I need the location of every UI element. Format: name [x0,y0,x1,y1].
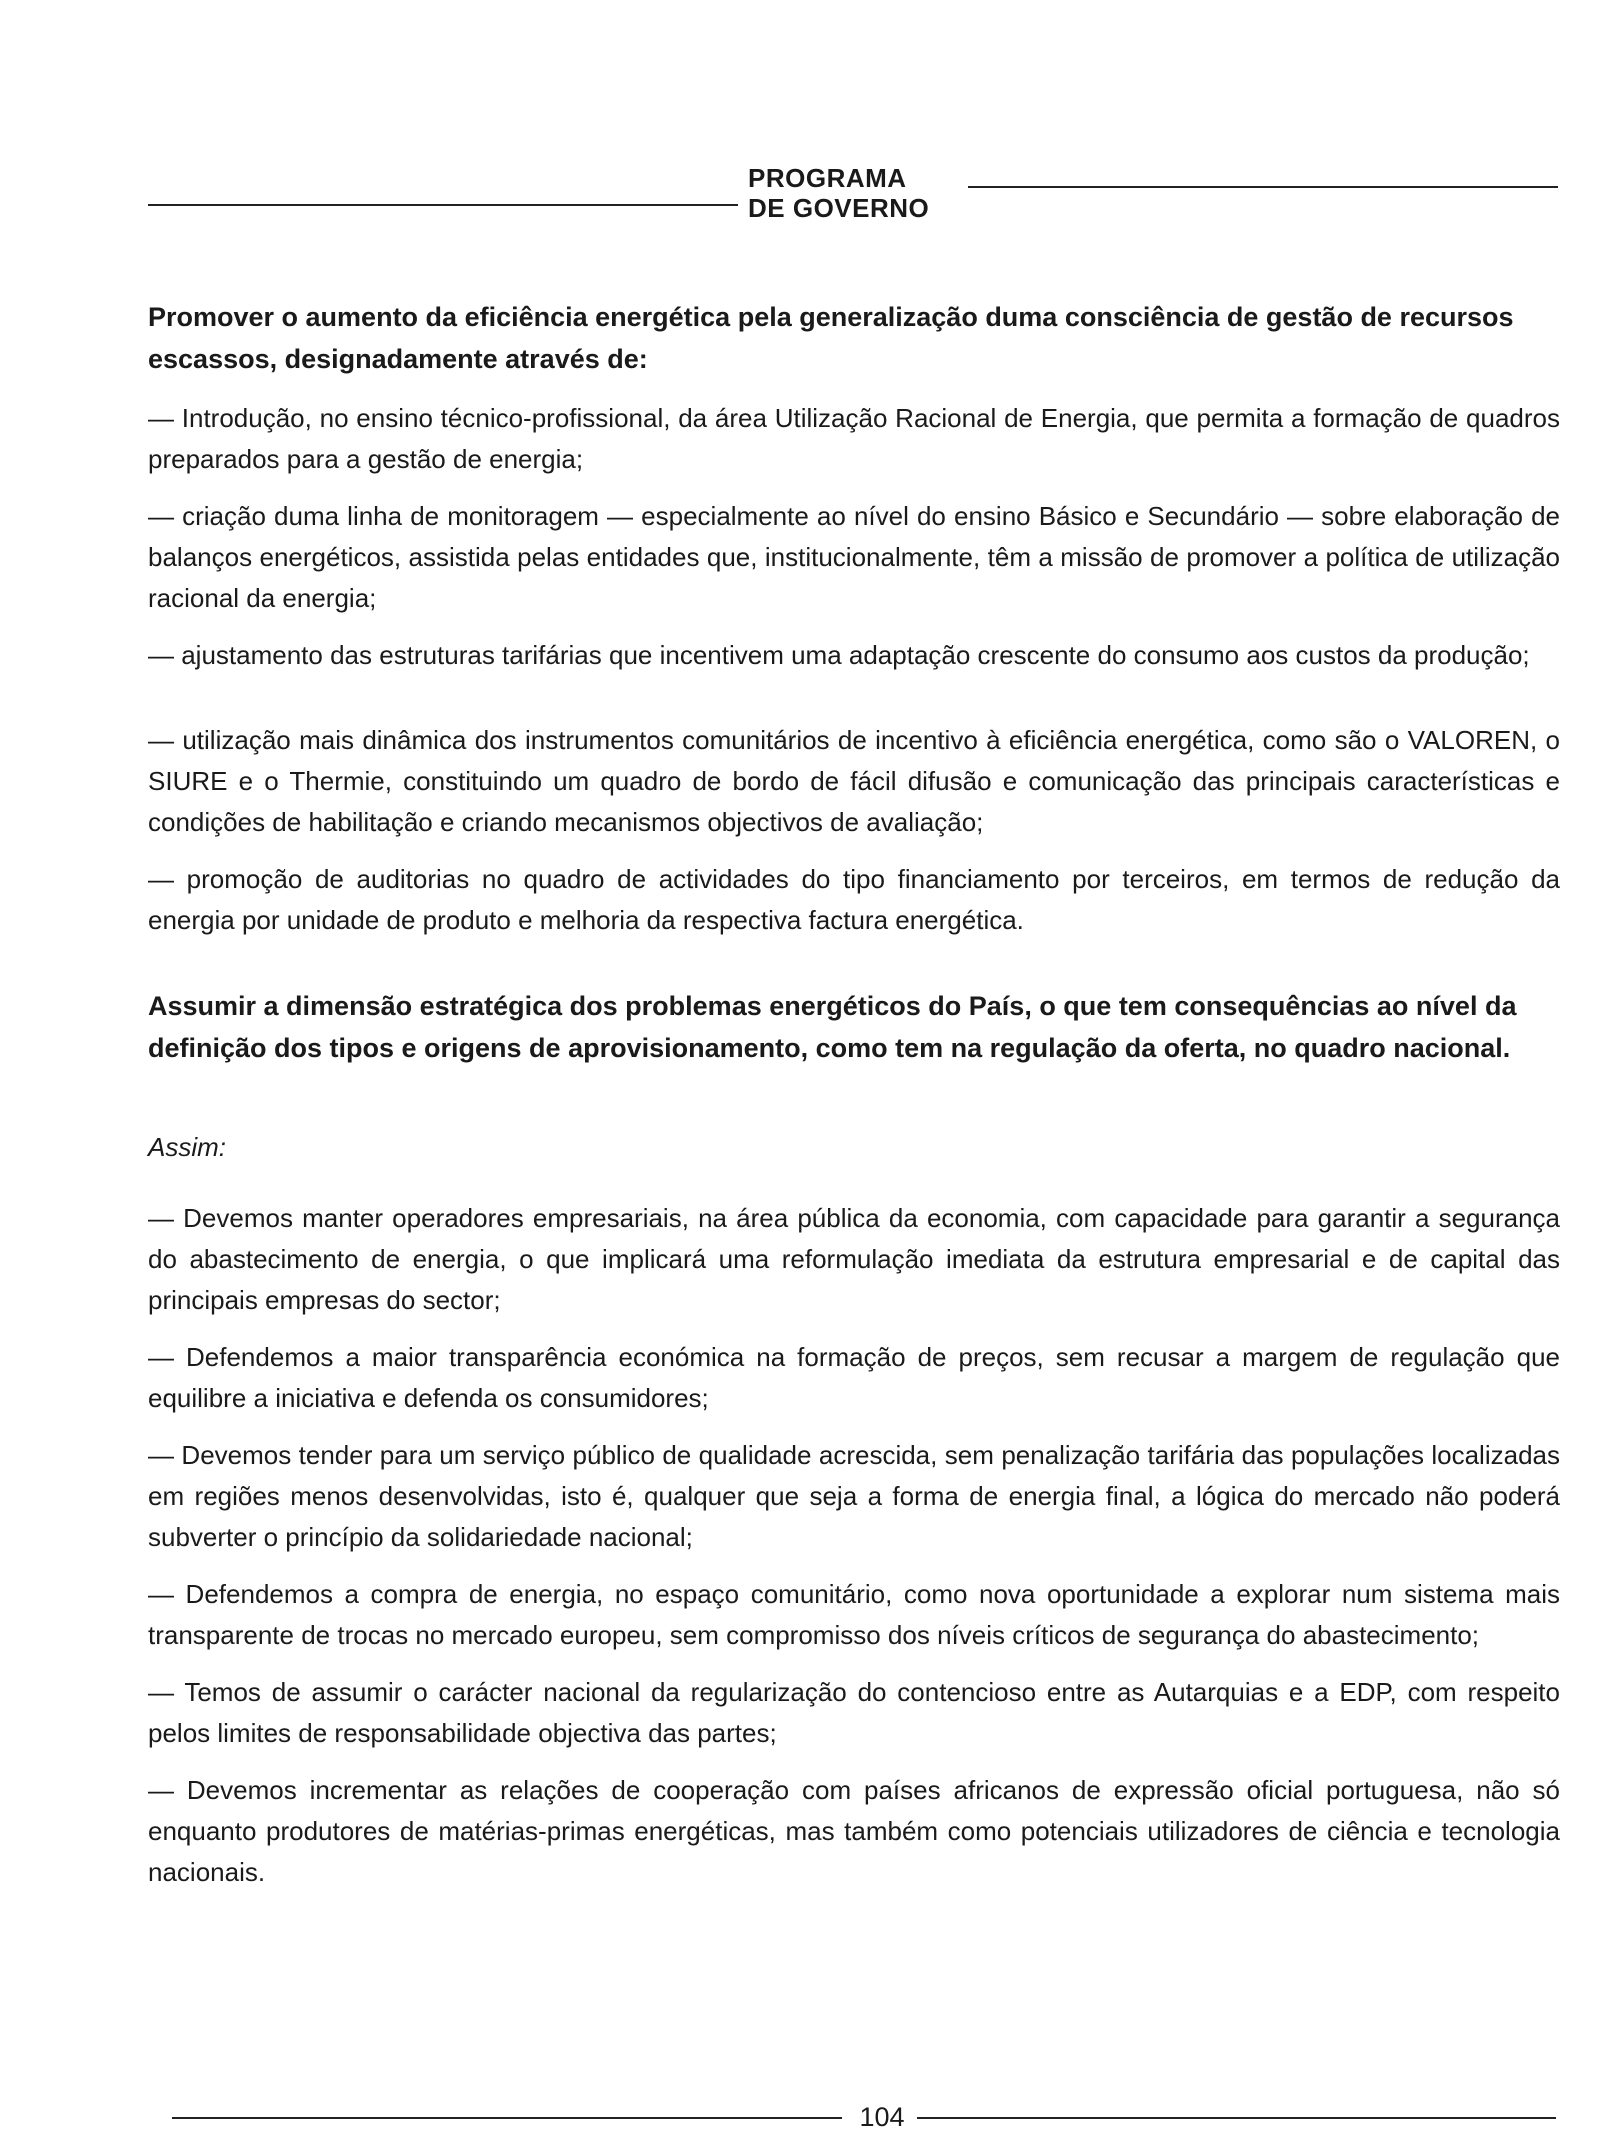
list-item: — Devemos incrementar as relações de cooperação com países africanos de expressão oficial portuguesa, não só enquanto produtores de matérias-primas energéticas, mas também como potenciais utilizadores de ciência e tecnologia nacionais. [148,1775,1560,1887]
title-line-1: PROGRAMA [748,163,907,193]
list-item: — Temos de assumir o carácter nacional da regularização do contencioso entre as Autarquias e a EDP, com respeito pelos limites de responsabilidade objectiva das partes; [148,1677,1560,1748]
page-title [748,163,968,223]
list-item: — criação duma linha de monitoragem — especialmente ao nível do ensino Básico e Secundário — sobre elaboração de balanços energéticos, assistida pelas entidades que, institucionalmente, têm a missão de promover a política de utilização racional da energia; [148,501,1560,613]
footer-rule-left [172,2117,842,2119]
document-body [148,296,1560,1909]
page-number: 104 [859,2102,905,2132]
footer-rule-right [917,2117,1556,2119]
header-rule-right [968,186,1558,188]
list-item: — Devemos manter operadores empresariais, na área pública da economia, com capacidade para garantir a segurança do abastecimento de energia, o que implicará uma reformulação imediata da estrutura empresarial e de capital das principais empresas do sector; [148,1203,1560,1315]
list-item: — promoção de auditorias no quadro de actividades do tipo financiamento por terceiros, em termos de redução da energia por unidade de produto e melhoria da respectiva factura energética. [148,864,1560,935]
list-item: — Defendemos a compra de energia, no espaço comunitário, como nova oportunidade a explorar num sistema mais transparente de trocas no mercado europeu, sem compromisso dos níveis críticos de segurança do abastecimento; [148,1579,1560,1650]
list-item: — Introdução, no ensino técnico-profissional, da área Utilização Racional de Energia, que permita a formação de quadros preparados para a gestão de energia; [148,403,1560,474]
list-item: — ajustamento das estruturas tarifárias que incentivem uma adaptação crescente do consumo aos custos da produção; [148,640,1530,670]
section-2-intro: Assim: [148,1132,226,1162]
section-1-heading: Promover o aumento da eficiência energética pela generalização duma consciência de gestão de recursos escassos, designadamente através de: [148,302,1514,374]
page-footer [172,2099,1556,2135]
list-item: — Devemos tender para um serviço público de qualidade acrescida, sem penalização tarifária das populações localizadas em regiões menos desenvolvidas, isto é, qualquer que seja a forma de energia final, a lógica do mercado não poderá subverter o princípio da solidariedade nacional; [148,1440,1560,1552]
title-line-2: DE GOVERNO [748,193,930,223]
section-2-heading: Assumir a dimensão estratégica dos problemas energéticos do País, o que tem consequências ao nível da definição dos tipos e origens de aprovisionamento, como tem na regulação da oferta, no quadro nacional. [148,991,1517,1063]
list-item: — utilização mais dinâmica dos instrumentos comunitários de incentivo à eficiência energética, como são o VALOREN, o SIURE e o Thermie, constituindo um quadro de bordo de fácil difusão e comunicação das principais características e condições de habilitação e criando mecanismos objectivos de avaliação; [148,725,1560,837]
page-header [148,163,1558,233]
header-rule-left [148,204,738,206]
list-item: — Defendemos a maior transparência económica na formação de preços, sem recusar a margem de regulação que equilibre a iniciativa e defenda os consumidores; [148,1342,1560,1413]
